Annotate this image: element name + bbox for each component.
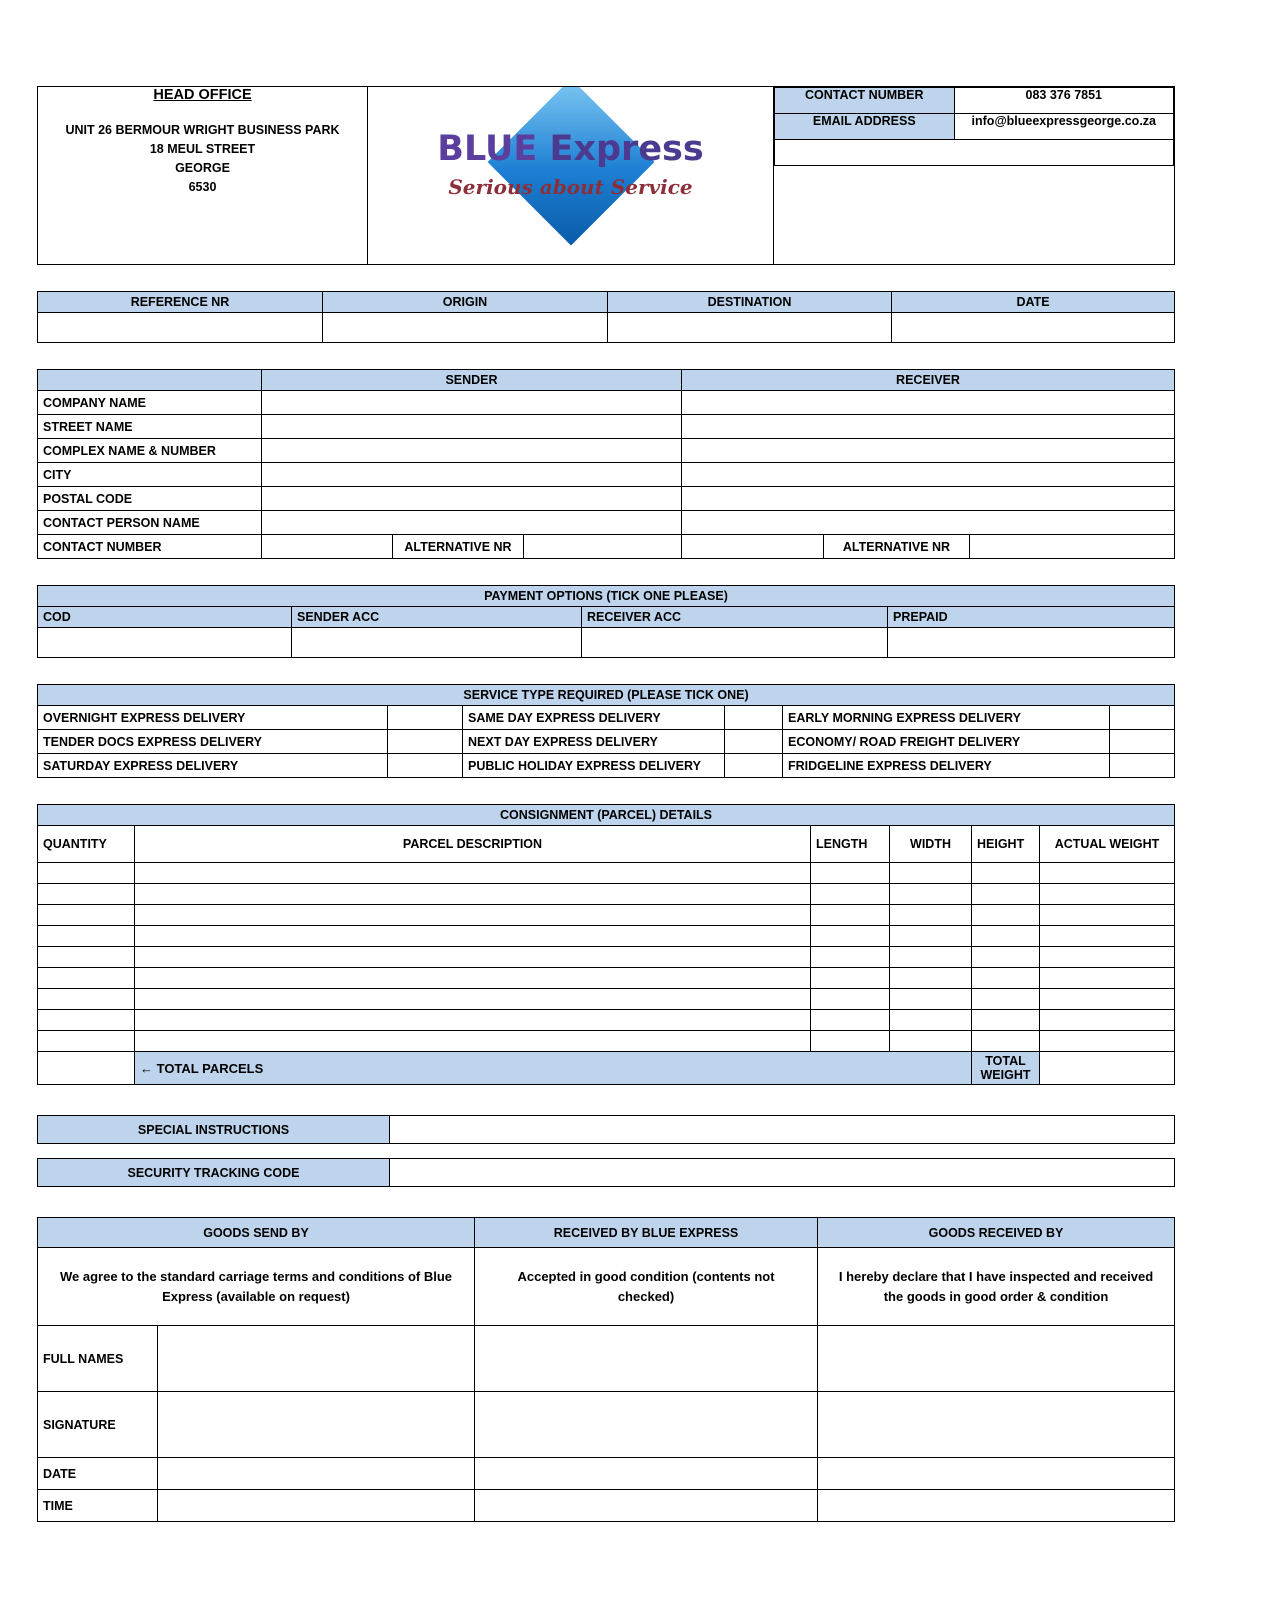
head-office-line-4: 6530 <box>188 180 217 194</box>
service-early-morning-express-label: EARLY MORNING EXPRESS DELIVERY <box>783 706 1110 730</box>
column-parcel-description: PARCEL DESCRIPTION <box>135 826 811 863</box>
label-city: CITY <box>38 463 262 487</box>
service-fridgeline-express-tickbox[interactable] <box>1110 754 1175 778</box>
parcel-description-cell[interactable] <box>135 863 811 884</box>
parcel-quantity-cell[interactable] <box>38 884 135 905</box>
sender-alternative-nr-label: ALTERNATIVE NR <box>393 535 524 559</box>
parcel-description-cell[interactable] <box>135 1010 811 1031</box>
time-receiver-field[interactable] <box>818 1490 1175 1522</box>
parties-blank-header <box>38 370 262 391</box>
parcel-description-cell[interactable] <box>135 905 811 926</box>
special-instructions-field[interactable] <box>390 1116 1175 1144</box>
receiver-company-name-field[interactable] <box>682 391 1175 415</box>
parcel-length-cell[interactable] <box>811 884 890 905</box>
logo-word-blue: BLUE <box>437 129 538 169</box>
parcel-weight-cell[interactable] <box>1040 884 1175 905</box>
receiver-contact-person-field[interactable] <box>682 511 1175 535</box>
label-complex-name-number: COMPLEX NAME & NUMBER <box>38 439 262 463</box>
service-fridgeline-express-label: FRIDGELINE EXPRESS DELIVERY <box>783 754 1110 778</box>
payment-option-receiver-acc-label: RECEIVER ACC <box>582 607 888 628</box>
contact-number-value: 083 376 7851 <box>954 88 1173 114</box>
parcel-description-cell[interactable] <box>135 926 811 947</box>
parcel-quantity-cell[interactable] <box>38 968 135 989</box>
label-full-names: FULL NAMES <box>38 1326 158 1392</box>
parcel-height-cell[interactable] <box>972 1010 1040 1031</box>
parcel-weight-cell[interactable] <box>1040 1031 1175 1052</box>
parcel-description-cell[interactable] <box>135 968 811 989</box>
payment-option-cod-label: COD <box>38 607 292 628</box>
parcel-weight-cell[interactable] <box>1040 863 1175 884</box>
payment-option-prepaid-label: PREPAID <box>888 607 1175 628</box>
parcel-height-cell[interactable] <box>972 989 1040 1010</box>
label-date: DATE <box>38 1458 158 1490</box>
logo-word-express: Express <box>549 129 704 169</box>
time-sender-field[interactable] <box>158 1490 475 1522</box>
label-postal-code: POSTAL CODE <box>38 487 262 511</box>
head-office-title: HEAD OFFICE <box>153 87 252 103</box>
label-contact-number: CONTACT NUMBER <box>38 535 262 559</box>
received-by-blue-express-header: RECEIVED BY BLUE EXPRESS <box>475 1218 818 1248</box>
parcel-height-cell[interactable] <box>972 863 1040 884</box>
service-tender-docs-express-label: TENDER DOCS EXPRESS DELIVERY <box>38 730 388 754</box>
origin-header: ORIGIN <box>323 292 608 313</box>
column-width: WIDTH <box>890 826 972 863</box>
receiver-street-name-field[interactable] <box>682 415 1175 439</box>
signature-blue-express-field[interactable] <box>475 1392 818 1458</box>
column-actual-weight: ACTUAL WEIGHT <box>1040 826 1175 863</box>
date-receiver-field[interactable] <box>818 1458 1175 1490</box>
parties-table <box>37 369 1175 559</box>
parcel-length-cell[interactable] <box>811 863 890 884</box>
column-quantity: QUANTITY <box>38 826 135 863</box>
reference-nr-field[interactable] <box>38 313 323 343</box>
sender-alternative-nr-field[interactable] <box>524 535 682 559</box>
goods-send-by-statement: We agree to the standard carriage terms and conditions of Blue Express (available on request) <box>38 1248 475 1326</box>
parcel-weight-cell[interactable] <box>1040 968 1175 989</box>
security-tracking-code-label: SECURITY TRACKING CODE <box>38 1159 390 1187</box>
time-blue-express-field[interactable] <box>475 1490 818 1522</box>
receiver-alternative-nr-label: ALTERNATIVE NR <box>824 535 970 559</box>
receiver-city-field[interactable] <box>682 463 1175 487</box>
consignment-table <box>37 804 1175 1085</box>
label-street-name: STREET NAME <box>38 415 262 439</box>
parcel-description-cell[interactable] <box>135 989 811 1010</box>
parcel-length-cell[interactable] <box>811 947 890 968</box>
receiver-postal-code-field[interactable] <box>682 487 1175 511</box>
head-office-cell <box>38 87 368 265</box>
parcel-height-cell[interactable] <box>972 905 1040 926</box>
receiver-contact-number-field[interactable] <box>682 535 824 559</box>
service-type-table <box>37 684 1175 778</box>
sender-contact-person-field[interactable] <box>262 511 682 535</box>
service-next-day-express-tickbox[interactable] <box>725 730 783 754</box>
destination-field[interactable] <box>608 313 892 343</box>
security-tracking-code-field[interactable] <box>390 1159 1175 1187</box>
service-overnight-express-label: OVERNIGHT EXPRESS DELIVERY <box>38 706 388 730</box>
service-saturday-express-label: SATURDAY EXPRESS DELIVERY <box>38 754 388 778</box>
received-by-blue-express-statement: Accepted in good condition (contents not checked) <box>475 1248 818 1326</box>
signature-receiver-field[interactable] <box>818 1392 1175 1458</box>
full-names-blue-express-field[interactable] <box>475 1326 818 1392</box>
logo-tagline: Serious about Service <box>448 175 693 199</box>
total-weight-value[interactable] <box>1040 1052 1175 1085</box>
service-same-day-express-tickbox[interactable] <box>725 706 783 730</box>
contact-empty-area[interactable] <box>775 140 1174 166</box>
contact-number-label: CONTACT NUMBER <box>775 88 955 114</box>
parcel-length-cell[interactable] <box>811 968 890 989</box>
parcel-weight-cell[interactable] <box>1040 926 1175 947</box>
parcel-height-cell[interactable] <box>972 968 1040 989</box>
service-saturday-express-tickbox[interactable] <box>388 754 463 778</box>
label-contact-person-name: CONTACT PERSON NAME <box>38 511 262 535</box>
parcel-weight-cell[interactable] <box>1040 1010 1175 1031</box>
sender-city-field[interactable] <box>262 463 682 487</box>
parcel-weight-cell[interactable] <box>1040 947 1175 968</box>
company-logo <box>368 87 774 265</box>
parcel-width-cell[interactable] <box>890 905 972 926</box>
sender-contact-number-field[interactable] <box>262 535 393 559</box>
head-office-line-2: 18 MEUL STREET <box>149 142 256 156</box>
security-tracking-table <box>37 1158 1175 1187</box>
goods-received-by-header: GOODS RECEIVED BY <box>818 1218 1175 1248</box>
parcel-width-cell[interactable] <box>890 1031 972 1052</box>
service-next-day-express-label: NEXT DAY EXPRESS DELIVERY <box>463 730 725 754</box>
parcel-length-cell[interactable] <box>811 1031 890 1052</box>
parcel-quantity-cell[interactable] <box>38 863 135 884</box>
full-names-receiver-field[interactable] <box>818 1326 1175 1392</box>
goods-send-by-header: GOODS SEND BY <box>38 1218 475 1248</box>
label-company-name: COMPANY NAME <box>38 391 262 415</box>
parcel-length-cell[interactable] <box>811 989 890 1010</box>
parcel-weight-cell[interactable] <box>1040 905 1175 926</box>
service-type-title: SERVICE TYPE REQUIRED (PLEASE TICK ONE) <box>38 685 1175 706</box>
parcel-width-cell[interactable] <box>890 947 972 968</box>
sender-postal-code-field[interactable] <box>262 487 682 511</box>
parcel-quantity-cell[interactable] <box>38 926 135 947</box>
header-block <box>37 86 1175 265</box>
parcel-height-cell[interactable] <box>972 947 1040 968</box>
label-time: TIME <box>38 1490 158 1522</box>
head-office-line-3: GEORGE <box>175 161 230 175</box>
parcel-width-cell[interactable] <box>890 1010 972 1031</box>
parcel-width-cell[interactable] <box>890 926 972 947</box>
column-height: HEIGHT <box>972 826 1040 863</box>
sender-header: SENDER <box>262 370 682 391</box>
parcel-description-cell[interactable] <box>135 947 811 968</box>
payment-option-sender-acc-label: SENDER ACC <box>292 607 582 628</box>
parcel-width-cell[interactable] <box>890 884 972 905</box>
total-weight-label: TOTAL WEIGHT <box>972 1052 1040 1085</box>
service-public-holiday-express-label: PUBLIC HOLIDAY EXPRESS DELIVERY <box>463 754 725 778</box>
parcel-weight-cell[interactable] <box>1040 989 1175 1010</box>
parcel-height-cell[interactable] <box>972 1031 1040 1052</box>
label-signature: SIGNATURE <box>38 1392 158 1458</box>
parcel-quantity-cell[interactable] <box>38 1010 135 1031</box>
contact-cell <box>774 87 1175 265</box>
parcel-height-cell[interactable] <box>972 926 1040 947</box>
destination-header: DESTINATION <box>608 292 892 313</box>
consignment-title: CONSIGNMENT (PARCEL) DETAILS <box>38 805 1175 826</box>
date-sender-field[interactable] <box>158 1458 475 1490</box>
full-names-sender-field[interactable] <box>158 1326 475 1392</box>
sender-complex-field[interactable] <box>262 439 682 463</box>
email-address-value: info@blueexpressgeorge.co.za <box>954 114 1173 140</box>
sender-street-name-field[interactable] <box>262 415 682 439</box>
parcel-width-cell[interactable] <box>890 863 972 884</box>
parcel-length-cell[interactable] <box>811 905 890 926</box>
total-parcels-value[interactable] <box>38 1052 135 1085</box>
parcel-quantity-cell[interactable] <box>38 989 135 1010</box>
receiver-header: RECEIVER <box>682 370 1175 391</box>
parcel-quantity-cell[interactable] <box>38 1031 135 1052</box>
origin-field[interactable] <box>323 313 608 343</box>
service-overnight-express-tickbox[interactable] <box>388 706 463 730</box>
logo-wordmark <box>368 129 773 169</box>
parcel-length-cell[interactable] <box>811 926 890 947</box>
payment-option-receiver-acc-tickbox[interactable] <box>582 628 888 658</box>
parcel-description-cell[interactable] <box>135 884 811 905</box>
parcel-height-cell[interactable] <box>972 884 1040 905</box>
special-instructions-table <box>37 1115 1175 1144</box>
head-office-line-1: UNIT 26 BERMOUR WRIGHT BUSINESS PARK <box>65 123 340 137</box>
parcel-width-cell[interactable] <box>890 968 972 989</box>
reference-table <box>37 291 1175 343</box>
payment-option-cod-tickbox[interactable] <box>38 628 292 658</box>
column-length: LENGTH <box>811 826 890 863</box>
payment-option-prepaid-tickbox[interactable] <box>888 628 1175 658</box>
service-economy-road-freight-tickbox[interactable] <box>1110 730 1175 754</box>
date-field[interactable] <box>892 313 1175 343</box>
payment-option-sender-acc-tickbox[interactable] <box>292 628 582 658</box>
total-parcels-label: ← TOTAL PARCELS <box>135 1052 972 1085</box>
parcel-description-cell[interactable] <box>135 1031 811 1052</box>
parcel-width-cell[interactable] <box>890 989 972 1010</box>
service-tender-docs-express-tickbox[interactable] <box>388 730 463 754</box>
payment-options-table <box>37 585 1175 658</box>
service-early-morning-express-tickbox[interactable] <box>1110 706 1175 730</box>
payment-options-title: PAYMENT OPTIONS (TICK ONE PLEASE) <box>38 586 1175 607</box>
service-economy-road-freight-label: ECONOMY/ ROAD FREIGHT DELIVERY <box>783 730 1110 754</box>
sender-company-name-field[interactable] <box>262 391 682 415</box>
signature-sender-field[interactable] <box>158 1392 475 1458</box>
email-address-label: EMAIL ADDRESS <box>775 114 955 140</box>
special-instructions-label: SPECIAL INSTRUCTIONS <box>38 1116 390 1144</box>
parcel-length-cell[interactable] <box>811 1010 890 1031</box>
date-blue-express-field[interactable] <box>475 1458 818 1490</box>
service-public-holiday-express-tickbox[interactable] <box>725 754 783 778</box>
signatures-table <box>37 1217 1175 1522</box>
receiver-alternative-nr-field[interactable] <box>970 535 1175 559</box>
reference-nr-header: REFERENCE NR <box>38 292 323 313</box>
service-same-day-express-label: SAME DAY EXPRESS DELIVERY <box>463 706 725 730</box>
receiver-complex-field[interactable] <box>682 439 1175 463</box>
parcel-quantity-cell[interactable] <box>38 947 135 968</box>
date-header: DATE <box>892 292 1175 313</box>
parcel-quantity-cell[interactable] <box>38 905 135 926</box>
goods-received-by-statement: I hereby declare that I have inspected and received the goods in good order & condition <box>818 1248 1175 1326</box>
